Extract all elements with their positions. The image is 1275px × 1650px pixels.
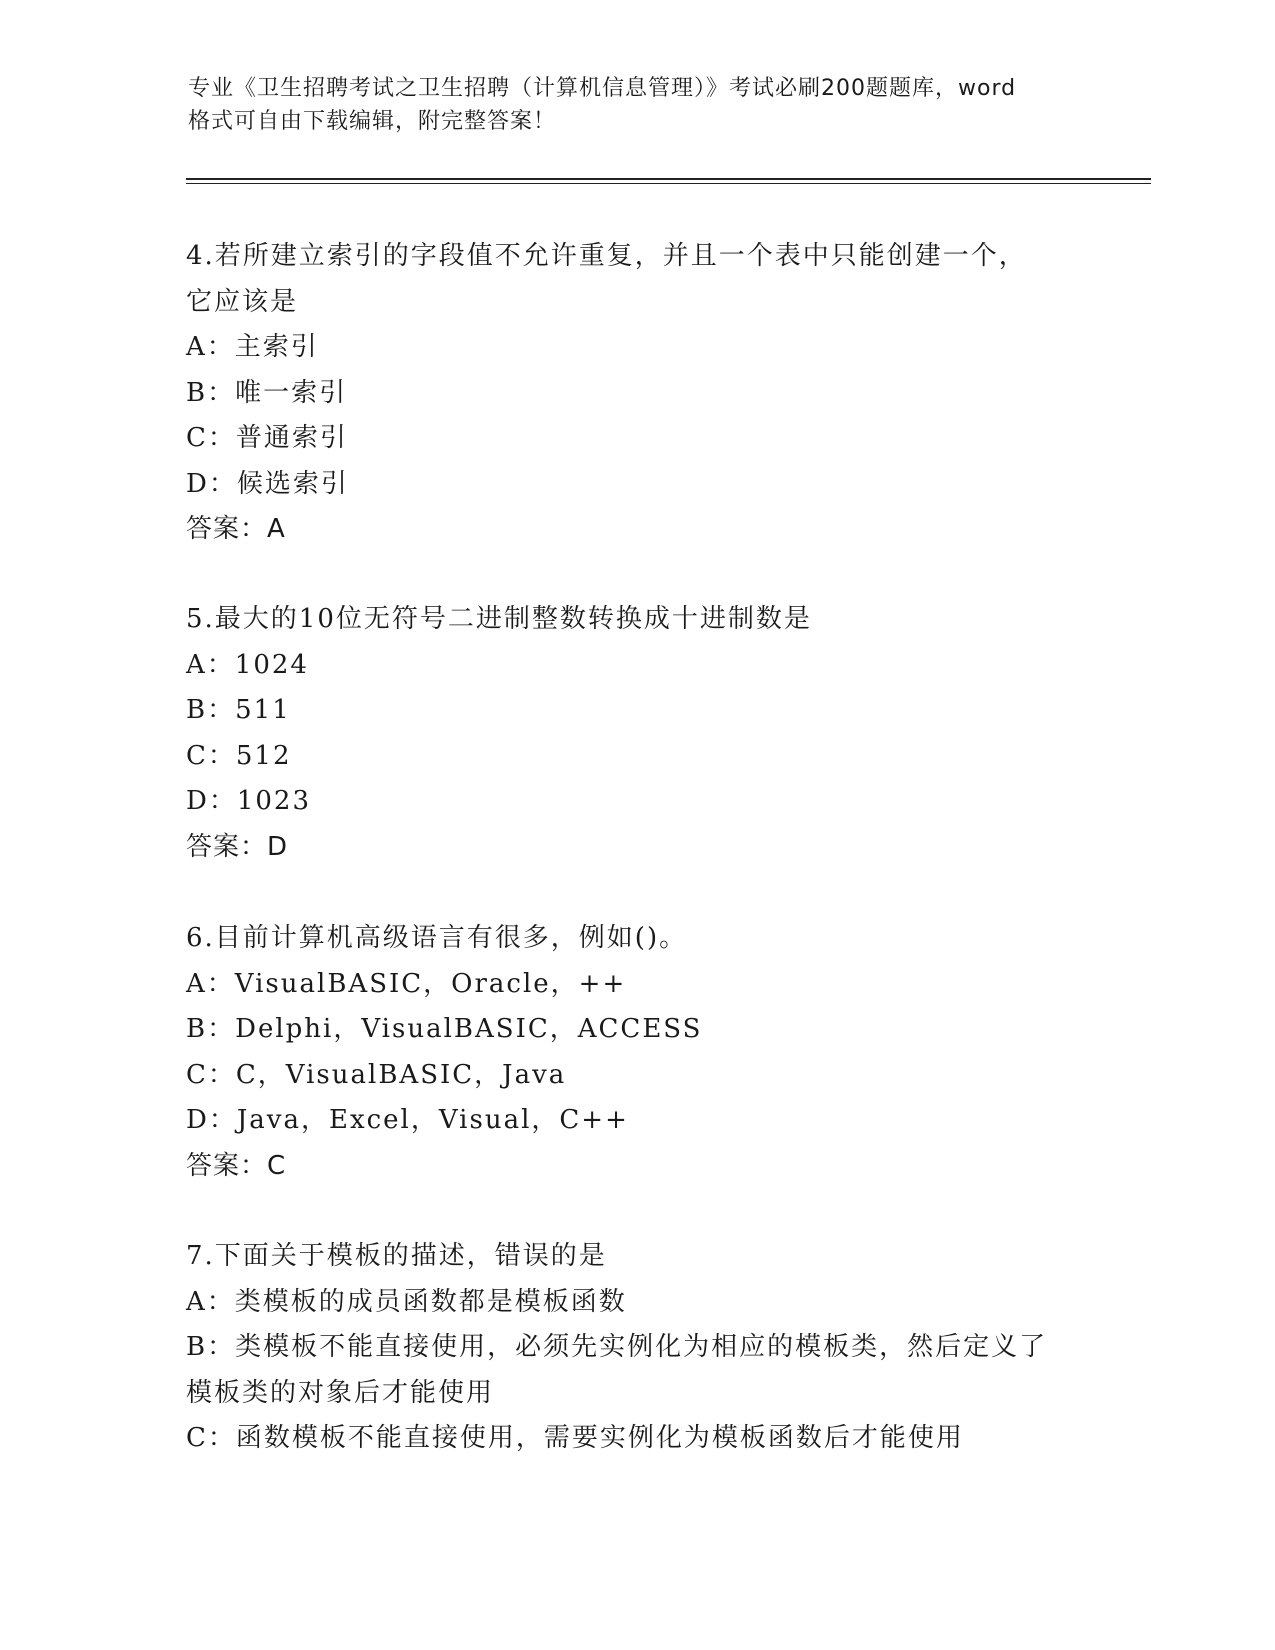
question-5 — [186, 597, 1086, 870]
option-b: B：唯一索引 — [186, 377, 348, 408]
question-6 — [186, 916, 1086, 1189]
option-d: D：1023 — [186, 786, 312, 816]
question-stem: 5.最大的10位无符号二进制整数转换成十进制数是 — [186, 604, 812, 634]
option-b-continued: 模板类的对象后才能使用 — [186, 1377, 495, 1408]
option-c: C：512 — [186, 740, 292, 771]
question-stem: 7.下面关于模板的描述，错误的是 — [186, 1241, 607, 1271]
option-b: B：511 — [186, 695, 291, 725]
option-a: A：1024 — [186, 649, 309, 680]
answer: 答案：A — [186, 514, 286, 544]
option-b: B：类模板不能直接使用，必须先实例化为相应的模板类，然后定义了 — [186, 1332, 1048, 1362]
option-a: A：主索引 — [186, 332, 319, 362]
document-header — [188, 72, 1088, 138]
question-stem: 4.若所建立索引的字段值不允许重复，并且一个表中只能创建一个， — [186, 241, 1027, 271]
option-d: D：候选索引 — [186, 468, 349, 499]
answer: 答案：D — [186, 831, 289, 862]
question-4 — [186, 234, 1086, 553]
header-line-2: 格式可自由下载编辑，附完整答案！ — [188, 109, 557, 134]
option-c: C：C，VisualBASIC，Java — [186, 1059, 567, 1090]
option-b: B：Delphi，VisualBASIC，ACCESS — [186, 1014, 703, 1044]
header-divider-thin — [186, 183, 1151, 184]
question-stem: 6.目前计算机高级语言有很多，例如()。 — [186, 923, 688, 953]
option-a: A：类模板的成员函数都是模板函数 — [186, 1286, 627, 1317]
option-a: A：VisualBASIC，Oracle，++ — [186, 968, 627, 999]
option-d: D：Java，Excel，Visual，C++ — [186, 1105, 629, 1135]
option-c: C：函数模板不能直接使用，需要实例化为模板函数后才能使用 — [186, 1423, 964, 1453]
answer: 答案：C — [186, 1150, 287, 1181]
header-divider-thick — [186, 178, 1151, 180]
header-line-1: 专业《卫生招聘考试之卫生招聘（计算机信息管理）》考试必刷200题题库，word — [188, 76, 1017, 101]
question-7 — [186, 1234, 1086, 1462]
option-c: C：普通索引 — [186, 423, 348, 453]
question-stem: 它应该是 — [186, 286, 299, 317]
